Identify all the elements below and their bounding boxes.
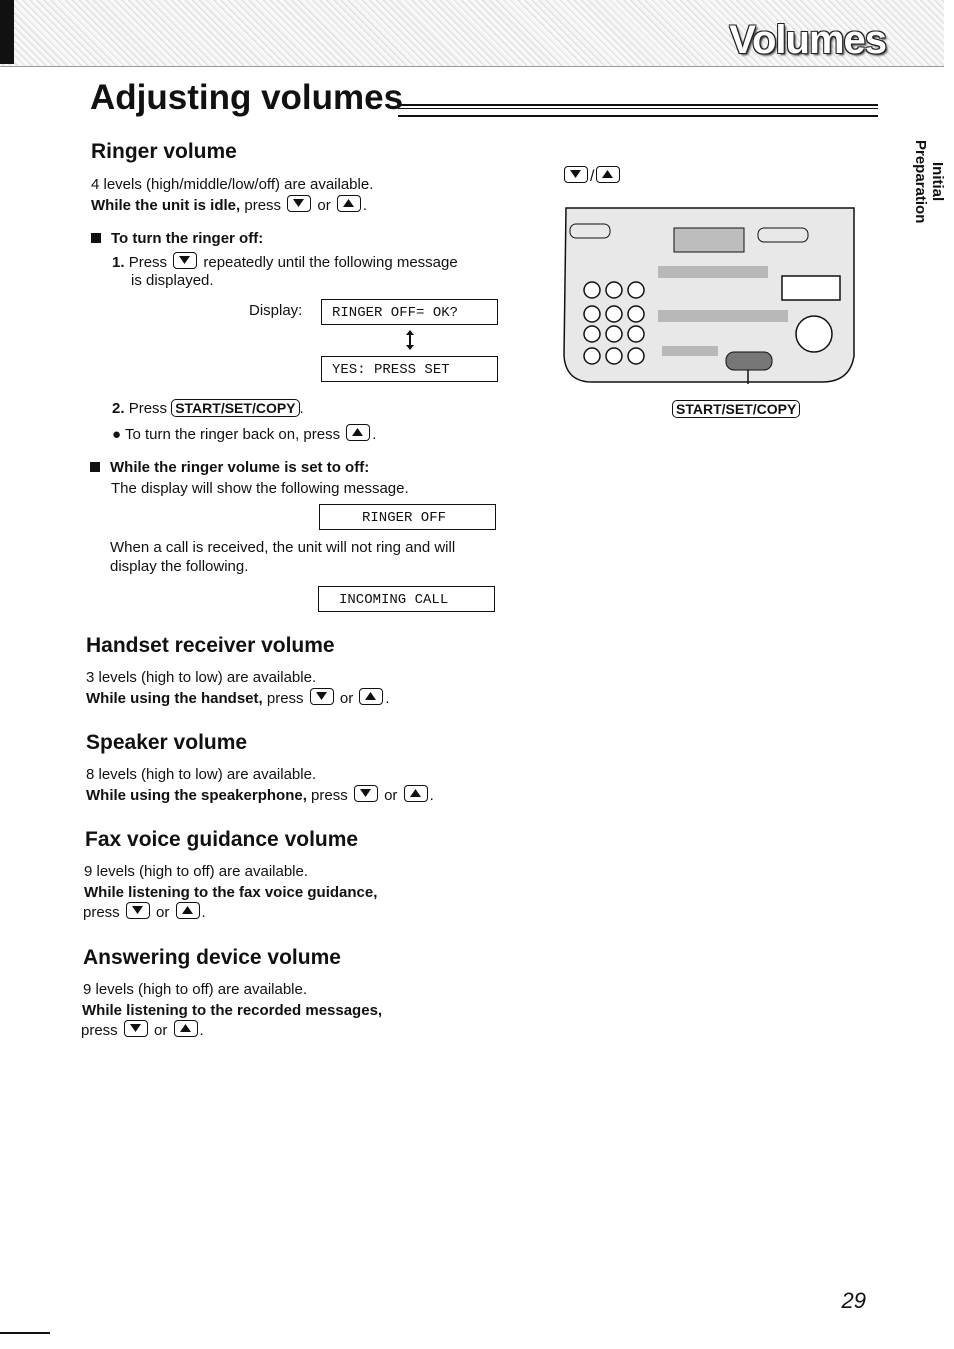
up-arrow-key-icon <box>359 688 383 705</box>
figure-keys <box>562 166 622 186</box>
down-arrow-key-icon <box>564 166 588 183</box>
up-arrow-key-icon <box>346 424 370 441</box>
answering-heading: Answering device volume <box>83 946 341 969</box>
answering-levels: 9 levels (high to off) are available. <box>83 981 308 998</box>
speaker-press: press <box>311 787 348 804</box>
side-tab <box>912 140 946 223</box>
page-title: Adjusting volumes <box>90 78 404 117</box>
bullet-square-icon <box>91 233 101 243</box>
lcd-incoming-call: INCOMING CALL <box>318 586 495 612</box>
handset-press: press <box>266 690 304 707</box>
down-arrow-key-icon <box>287 195 311 212</box>
fax-voice-when: While listening to the fax voice guidance, <box>84 884 378 901</box>
down-arrow-key-icon <box>354 785 378 802</box>
bullet-dot-icon: ● <box>112 426 122 443</box>
ringer-levels: 4 levels (high/middle/low/off) are available. <box>91 176 374 193</box>
title-rule <box>398 104 878 117</box>
figure-start-label <box>672 400 800 419</box>
speaker-levels: 8 levels (high to low) are available. <box>86 766 317 783</box>
down-arrow-key-icon <box>310 688 334 705</box>
step-2-press: Press <box>128 400 168 417</box>
speaker-instruction: While using the speakerphone, press or . <box>86 787 434 804</box>
down-arrow-key-icon <box>124 1020 148 1037</box>
call-text-2: display the following. <box>110 558 249 575</box>
ringer-off-heading: To turn the ringer off: <box>111 230 264 247</box>
handset-or: or <box>339 690 354 707</box>
fax-voice-heading: Fax voice guidance volume <box>85 828 359 851</box>
banner-title: Volumes <box>729 18 886 62</box>
ringer-back-on: ● To turn the ringer back on, press . <box>112 426 377 443</box>
up-arrow-key-icon <box>596 166 620 183</box>
ringer-press: press <box>244 197 282 214</box>
up-down-arrow-icon <box>404 330 416 350</box>
step-1-press: Press <box>128 254 168 271</box>
fax-voice-press: press <box>83 904 120 921</box>
ringer-heading: Ringer volume <box>91 140 237 163</box>
ringer-or: or <box>317 197 331 214</box>
lcd-ringer-off: RINGER OFF <box>319 504 496 530</box>
speaker-heading: Speaker volume <box>86 731 248 754</box>
answering-or: or <box>154 1022 168 1039</box>
bullet-square-icon <box>90 462 100 472</box>
lcd-yes-press-set: YES: PRESS SET <box>321 356 498 382</box>
up-arrow-key-icon <box>337 195 361 212</box>
down-arrow-key-icon <box>126 902 150 919</box>
figure-start-set-copy-key: START/SET/COPY <box>672 400 800 418</box>
speaker-when: While using the speakerphone, <box>86 787 307 804</box>
lcd-ringer-off-ok: RINGER OFF= OK? <box>321 299 498 325</box>
display-label: Display: <box>249 302 303 319</box>
answering-press: press <box>81 1022 118 1039</box>
up-arrow-key-icon <box>174 1020 198 1037</box>
side-tab-line-1: Initial <box>929 162 946 202</box>
ringer-back-on-text: To turn the ringer back on, press <box>124 426 341 443</box>
step-2-number: 2. <box>112 400 125 417</box>
fax-voice-instruction: press or . <box>83 904 206 921</box>
step-2: 2. Press START/SET/COPY . <box>112 400 304 417</box>
banner-edge-bar <box>0 0 14 64</box>
speaker-or: or <box>384 787 398 804</box>
fax-voice-or: or <box>156 904 170 921</box>
step-1-number: 1. <box>112 254 125 271</box>
figure-keys-slash: / <box>590 168 595 185</box>
handset-when: While using the handset, <box>86 690 263 707</box>
bottom-edge-mark <box>0 1332 50 1334</box>
handset-instruction: While using the handset, press or . <box>86 690 390 707</box>
set-off-heading-row <box>90 458 369 478</box>
page-number: 29 <box>841 1288 866 1313</box>
answering-when: While listening to the recorded messages, <box>82 1002 383 1019</box>
side-tab-line-2: Preparation <box>912 140 929 224</box>
step-1-text: repeatedly until the following message <box>203 254 458 271</box>
up-arrow-key-icon <box>176 902 200 919</box>
set-off-heading: While the ringer volume is set to off: <box>110 459 370 476</box>
set-off-text: The display will show the following message. <box>111 480 409 497</box>
ringer-instruction: While the unit is idle, press or . <box>91 197 368 214</box>
call-text-1: When a call is received, the unit will not ring and will <box>110 539 456 556</box>
up-arrow-key-icon <box>404 785 428 802</box>
down-arrow-key-icon <box>173 252 197 269</box>
step-1 <box>112 252 458 273</box>
step-1-continued: is displayed. <box>131 272 214 289</box>
answering-instruction: press or . <box>81 1022 204 1039</box>
start-set-copy-key: START/SET/COPY <box>171 399 299 417</box>
fax-voice-levels: 9 levels (high to off) are available. <box>84 863 309 880</box>
ringer-off-heading-row <box>91 229 263 249</box>
handset-heading: Handset receiver volume <box>86 634 335 657</box>
fax-machine-illustration <box>562 206 856 384</box>
handset-levels: 3 levels (high to low) are available. <box>86 669 317 686</box>
ringer-when: While the unit is idle, <box>91 197 241 214</box>
